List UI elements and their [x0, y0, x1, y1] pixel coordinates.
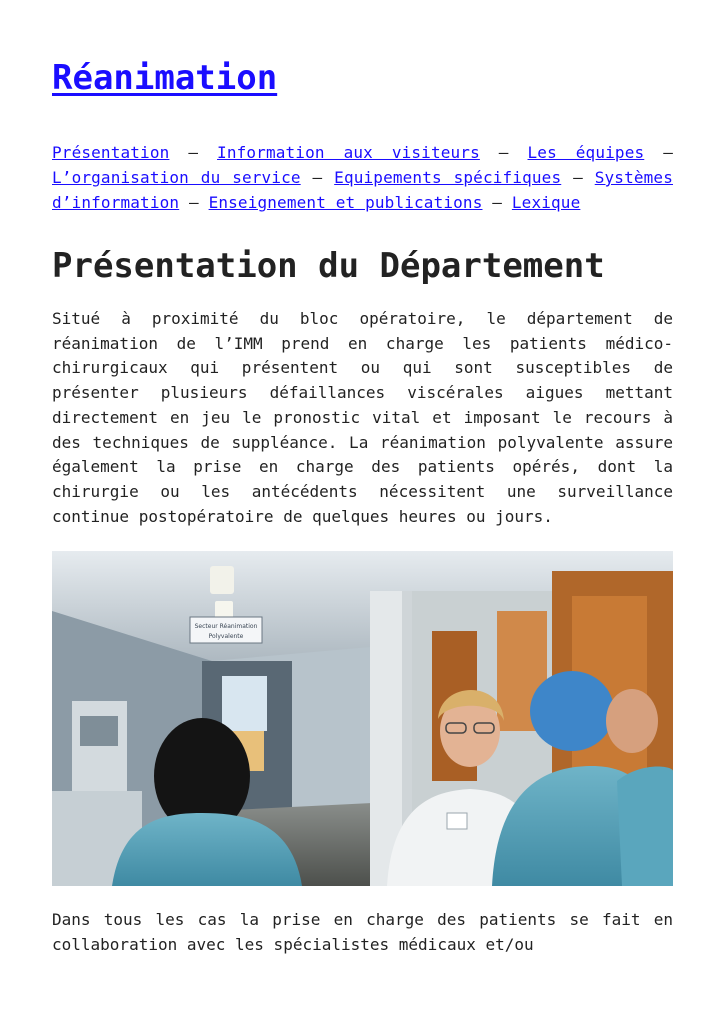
intro-paragraph: Situé à proximité du bloc opératoire, le département de réanimation de l’IMM prend en charge les patients médico-chirurgicaux qui présentent ou qui sont susceptibles de présenter plusieurs défaillances viscérales aigues mettant directement en jeu le pronostic vital et imposant le recours à des techniques de suppléance. La réanimation polyvalente assure également la prise en charge des patients opérés, dont la chirurgie ou les antécédents nécessitent une surveillance continue postopératoire de quelques heures ou jours. [52, 309, 673, 526]
nav-separator: – [188, 143, 199, 162]
nav-separator: – [188, 193, 199, 212]
nav-link-teams[interactable]: Les équipes [527, 143, 645, 162]
section-nav [52, 140, 673, 215]
nav-separator: – [573, 168, 583, 187]
sign-line-2: Polyvalente [208, 633, 244, 640]
nav-link-presentation[interactable]: Présentation [52, 143, 170, 162]
nav-link-equipment[interactable]: Equipements spécifiques [334, 168, 562, 187]
nav-link-organisation[interactable]: L’organisation du service [52, 168, 301, 187]
nav-link-teaching-publications[interactable]: Enseignement et publications [208, 193, 483, 212]
ward-photo [52, 551, 673, 886]
nav-link-information-systems[interactable]: Systèmes d’information [52, 168, 673, 212]
sign-line-1: Secteur Réanimation [194, 623, 258, 630]
page-heading: Présentation du Département [52, 246, 605, 286]
nav-link-visitor-info[interactable]: Information aux visiteurs [217, 143, 480, 162]
closing-paragraph: Dans tous les cas la prise en charge des patients se fait en collaboration avec les spécialistes médicaux et/ou [52, 910, 673, 954]
site-title-link[interactable]: Réanimation [52, 58, 278, 98]
nav-separator: – [498, 143, 509, 162]
nav-link-glossary[interactable]: Lexique [511, 193, 581, 212]
site-title [52, 56, 277, 100]
nav-separator: – [492, 193, 503, 212]
nav-separator: – [312, 168, 323, 187]
nav-separator: – [663, 143, 673, 162]
